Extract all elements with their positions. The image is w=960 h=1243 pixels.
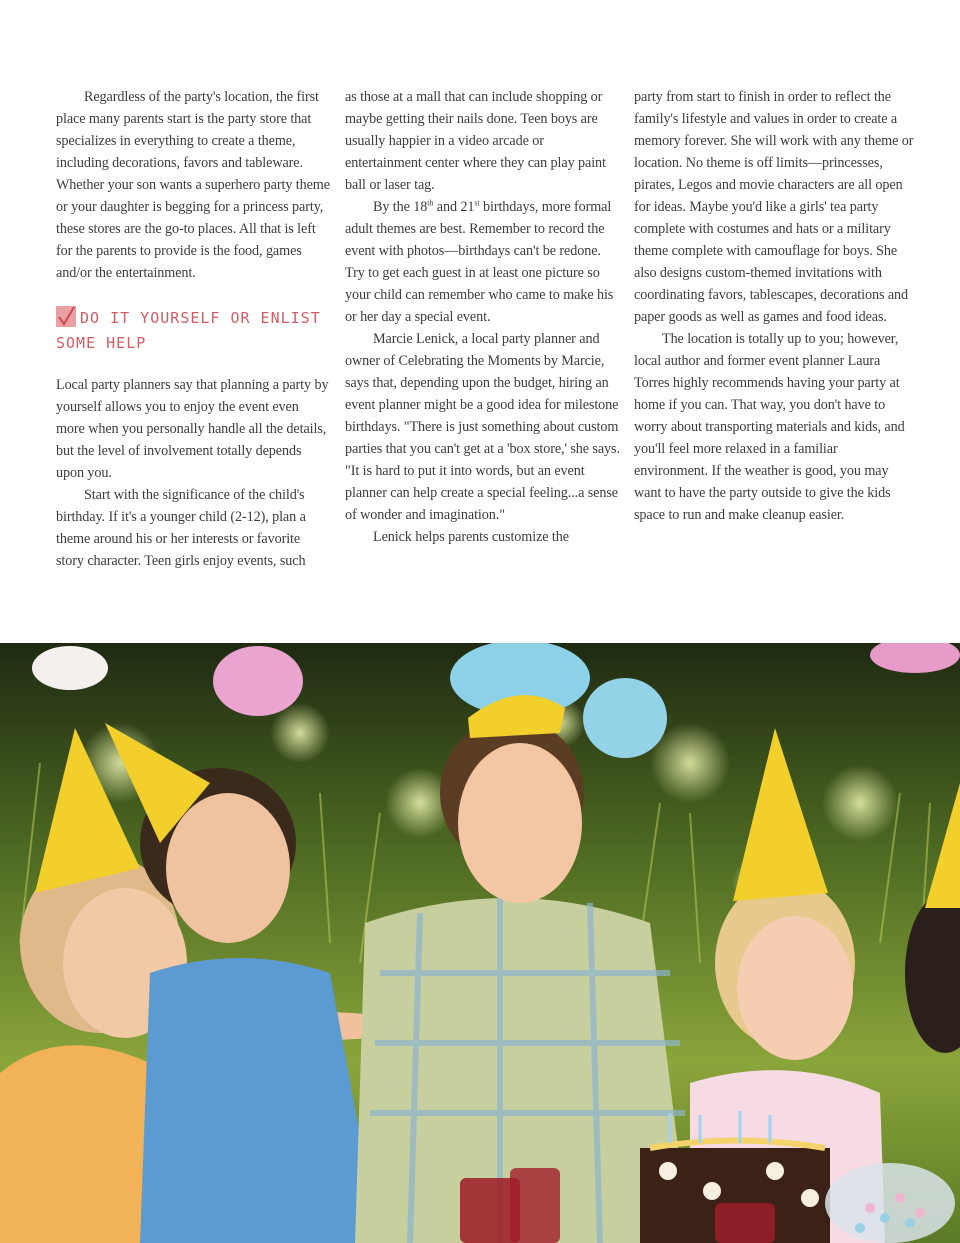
article-column-2	[345, 86, 621, 548]
article-column-3	[634, 86, 914, 526]
paragraph: Lenick helps parents customize the	[373, 529, 569, 545]
paragraph: party from start to finish in order to reflect the family's lifestyle and values in order to create a memory forever. She will work with any theme or location. No theme is off limits—princesses, pirates, Legos and movie characters are all open for ideas. Maybe you'd like a girls' tea party complete with costumes and hats or a military theme complete with camouflage for boys. She also designs custom-themed invitations with coordinating favors, tablescapes, decorations and paper goods as well as games and food ideas.	[634, 89, 914, 325]
paragraph: Local party planners say that planning a party by yourself allows you to enjoy the event even more when you personally handle all the details, but the level of involvement totally depends upon you.	[56, 377, 329, 481]
paragraph	[345, 196, 621, 328]
text-run: and 21	[433, 199, 475, 215]
article-column-1	[56, 86, 330, 572]
paragraph: Marcie Lenick, a local party planner and owner of Celebrating the Moments by Marcie, says that, depending upon the budget, hiring an event planner might be a good idea for milestone birthdays. "There is just something about custom parties that you can't get at a 'box store,' she says. "It is hard to put it into words, but an event planner can help create a special feeling...a sense of wonder and imagination."	[345, 331, 620, 523]
section-heading-text: DO IT YOURSELF OR ENLIST SOME HELP	[56, 309, 321, 352]
birthday-party-photo	[0, 643, 960, 1243]
paragraph: Start with the significance of the child's birthday. If it's a younger child (2-12), plan a theme around his or her interests or favorite story character. Teen girls enjoy events, such	[56, 487, 306, 569]
paragraph: The location is totally up to you; however, local author and former event planner Laura Torres highly recommends having your party at home if you can. That way, you don't have to worry about transporting materials and kids, and you'll feel more relaxed in a familiar environment. If the weather is good, you may want to have the party outside to give the kids space to run and make cleanup easier.	[634, 331, 905, 523]
checkmark-icon	[56, 306, 76, 327]
superscript: th	[427, 198, 434, 208]
section-heading	[56, 306, 330, 356]
superscript: st	[474, 198, 480, 208]
paragraph: as those at a mall that can include shopping or maybe getting their nails done. Teen boys are usually happier in a video arcade or entertainment center where they can play paint ball or laser tag.	[345, 89, 606, 193]
text-run: birthdays, more formal adult themes are best. Remember to record the event with photos—birthdays can't be redone. Try to get each guest in at least one picture so your child can remember who came to make his or her day a special event.	[345, 199, 614, 325]
photo-illustration	[0, 643, 960, 1243]
paragraph: Regardless of the party's location, the first place many parents start is the party store that specializes in everything to create a theme, including decorations, favors and tableware. Whether your son wants a superhero party theme or your daughter is begging for a princess party, these stores are the go-to places. All that is left for the parents to provide is the food, games and/or the entertainment.	[56, 89, 330, 281]
text-run: By the 18	[373, 199, 428, 215]
